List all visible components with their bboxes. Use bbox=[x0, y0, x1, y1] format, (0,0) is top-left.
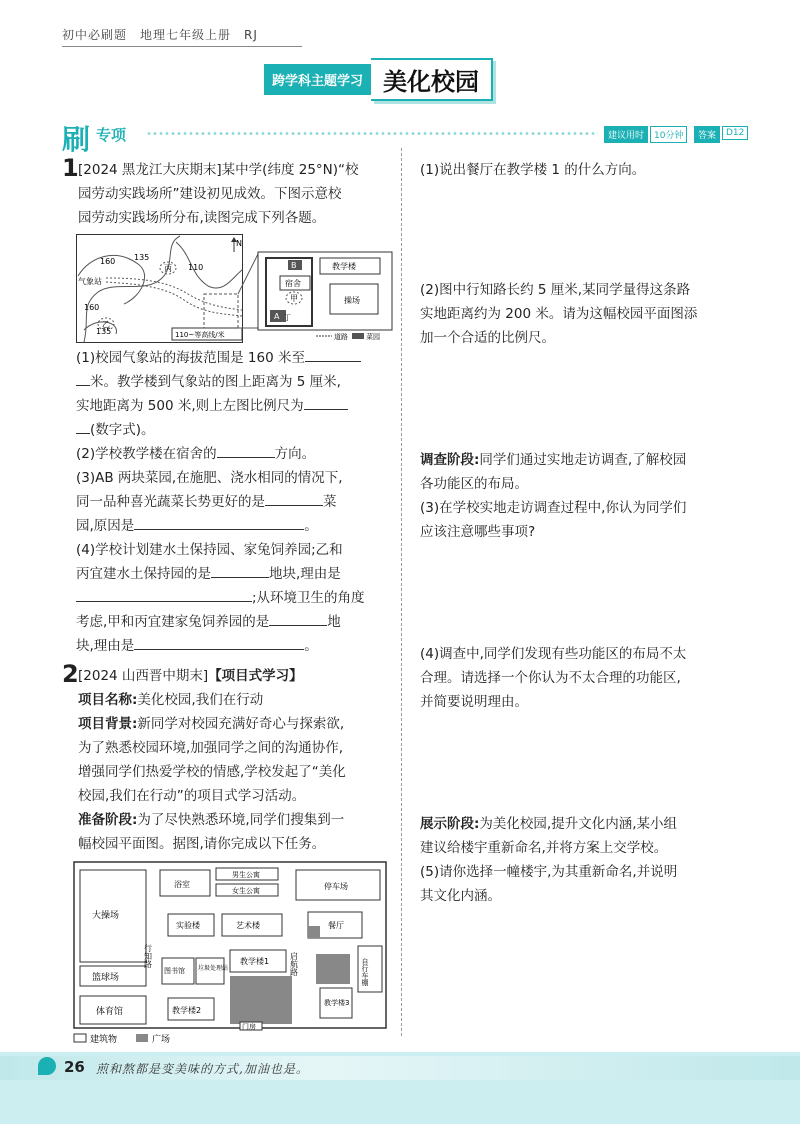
answer-blank[interactable] bbox=[76, 371, 90, 386]
library-label: 图书馆 bbox=[164, 967, 185, 975]
answer-blank[interactable] bbox=[134, 515, 304, 530]
q1-s3-text: 。 bbox=[304, 518, 318, 534]
q1-s4-text: 地 bbox=[327, 614, 341, 630]
column-divider bbox=[401, 148, 402, 1036]
page-number: 26 bbox=[64, 1058, 85, 1076]
right-q4 bbox=[420, 642, 750, 714]
plot-b-label: B bbox=[291, 261, 297, 270]
path-xingzhi-label: 行知路 bbox=[143, 944, 153, 968]
garden-legend-mark bbox=[352, 333, 364, 339]
answer-blank[interactable] bbox=[211, 563, 269, 578]
dorm-label: 宿舍 bbox=[285, 279, 301, 288]
legend-square-mark bbox=[136, 1034, 148, 1042]
background-line: 校园,我们在行动”的项目式学习活动。 bbox=[78, 788, 306, 804]
time-value: 10分钟 bbox=[650, 126, 687, 143]
answer-blank[interactable] bbox=[76, 419, 90, 434]
project-background-label: 项目背景: bbox=[78, 716, 138, 732]
question-1-intro bbox=[78, 158, 398, 230]
question-1-subquestions bbox=[76, 346, 396, 658]
right-q5-line: (5)请你选择一幢楼宇,为其重新命名,并说明 bbox=[420, 864, 678, 880]
garden-legend: 菜园 bbox=[366, 333, 380, 341]
answer-blank[interactable] bbox=[304, 395, 348, 410]
square-block bbox=[230, 976, 292, 1024]
campus-plan-map bbox=[72, 860, 390, 1050]
place-ding: 丁 bbox=[284, 314, 291, 322]
background-line: 新同学对校园充满好奇心与探索欲, bbox=[137, 716, 345, 732]
boys-dorm-label: 男生公寓 bbox=[232, 871, 260, 879]
right-q2-line: 实地距离约为 200 米。请为这幅校园平面图添 bbox=[420, 306, 698, 322]
right-q4-line: 合理。请选择一个你认为不太合理的功能区, bbox=[420, 670, 681, 686]
prep-line: 为了尽快熟悉环境,同学们搜集到一 bbox=[137, 812, 345, 828]
show-line: 建议给楼宇重新命名,并将方案上交学校。 bbox=[420, 840, 668, 856]
contour-label: 110 bbox=[188, 263, 204, 272]
background-line: 为了熟悉校园环境,加强同学之间的沟通协作, bbox=[78, 740, 344, 756]
contour-label: 160 bbox=[100, 257, 116, 266]
survey-line: 同学们通过实地走访调查,了解校园 bbox=[479, 452, 687, 468]
teaching-building-label: 教学楼 bbox=[332, 262, 356, 271]
project-name: 美化校园,我们在行动 bbox=[137, 692, 264, 708]
answer-blank[interactable] bbox=[305, 347, 361, 362]
canteen-label: 餐厅 bbox=[328, 921, 344, 930]
gate-label: 门房 bbox=[242, 1023, 256, 1031]
playground-label: 大操场 bbox=[92, 911, 120, 921]
right-q5-line: 其文化内涵。 bbox=[420, 888, 501, 904]
intro-line: [2024 黑龙江大庆期末]某中学(纬度 25°N)“校 bbox=[78, 162, 359, 178]
right-q2-line: 加一个合适的比例尺。 bbox=[420, 330, 555, 346]
q2-type: 【项目式学习】 bbox=[208, 668, 303, 684]
q1-s4-text: 地块,理由是 bbox=[269, 566, 341, 582]
place-yi: 乙 bbox=[102, 320, 110, 329]
right-q2-line: (2)图中行知路长约 5 厘米,某同学量得这条路 bbox=[420, 282, 691, 298]
weather-station-label: 气象站 bbox=[78, 277, 102, 286]
legend-building-mark bbox=[74, 1034, 86, 1042]
teaching-2-label: 教学楼2 bbox=[172, 1006, 202, 1015]
survey-stage-label: 调查阶段: bbox=[420, 452, 480, 468]
place-jia: 甲 bbox=[290, 294, 298, 303]
bike-shed-label: 自行车棚 bbox=[361, 958, 369, 986]
intro-line: 园劳动实践场所”建设初见成效。下图示意校 bbox=[78, 186, 342, 202]
show-stage bbox=[420, 812, 750, 908]
project-name-label: 项目名称: bbox=[78, 692, 138, 708]
teaching-3-label: 教学楼3 bbox=[324, 999, 350, 1007]
gym-label: 体育馆 bbox=[96, 1007, 124, 1017]
answer-blank[interactable] bbox=[76, 587, 252, 602]
q1-s4-text: 考虑,甲和丙宜建家兔饲养园的是 bbox=[76, 614, 270, 630]
answer-blank[interactable] bbox=[134, 635, 304, 650]
answer-blank[interactable] bbox=[265, 491, 323, 506]
q1-s1-text: 米。教学楼到气象站的图上距离为 5 厘米, bbox=[90, 374, 341, 390]
bath-label: 浴室 bbox=[174, 880, 190, 889]
legend-square: 广场 bbox=[152, 1035, 171, 1045]
q1-s4-text: 。 bbox=[304, 638, 318, 654]
question-1-number: 1 bbox=[62, 154, 79, 182]
contour-label: 135 bbox=[134, 253, 150, 262]
show-line: 为美化校园,提升文化内涵,某小组 bbox=[479, 816, 677, 832]
campus-labor-map bbox=[76, 234, 394, 344]
contour-label: 135 bbox=[96, 327, 112, 336]
contour-label: 160 bbox=[84, 303, 100, 312]
q1-s3-text: 菜 bbox=[323, 494, 337, 510]
north-label: N bbox=[236, 239, 242, 248]
intro-line: 园劳动实践场所分布,读图完成下列各题。 bbox=[78, 210, 326, 226]
q1-s3-text: (3)AB 两块菜园,在施肥、浇水相同的情况下, bbox=[76, 470, 343, 486]
q1-s2-text: (2)学校教学楼在宿舍的 bbox=[76, 446, 217, 462]
q1-s4-text: (4)学校计划建水土保持园、家兔饲养园;乙和 bbox=[76, 542, 343, 558]
answer-page: D12 bbox=[722, 126, 748, 140]
art-label: 艺术楼 bbox=[236, 921, 260, 930]
contour-legend: 110~等高线/米 bbox=[175, 331, 225, 339]
place-bing: 丙 bbox=[164, 264, 172, 273]
square-block bbox=[316, 954, 350, 984]
teaching-1-label: 教学楼1 bbox=[240, 957, 270, 966]
topic-title bbox=[264, 62, 493, 96]
right-q4-line: 并简要说明理由。 bbox=[420, 694, 528, 710]
show-stage-label: 展示阶段: bbox=[420, 816, 480, 832]
basketball-label: 篮球场 bbox=[92, 973, 120, 983]
answer-blank[interactable] bbox=[269, 611, 327, 626]
section-dots-divider bbox=[146, 131, 598, 136]
q1-s4-text: 块,理由是 bbox=[76, 638, 135, 654]
path-qihang-label: 启航路 bbox=[289, 952, 299, 976]
prep-stage-label: 准备阶段: bbox=[78, 812, 138, 828]
leaf-icon bbox=[38, 1057, 56, 1075]
section-brand: 刷 bbox=[62, 123, 91, 156]
q2-source: [2024 山西晋中期末] bbox=[78, 668, 209, 684]
right-q3-line: 应该注意哪些事项? bbox=[420, 524, 536, 540]
girls-dorm-label: 女生公寓 bbox=[232, 887, 260, 895]
q1-s4-text: ;从环境卫生的角度 bbox=[252, 590, 365, 606]
field-label: 操场 bbox=[344, 296, 360, 305]
survey-line: 各功能区的布局。 bbox=[420, 476, 528, 492]
q1-s4-text: 丙宜建水土保持园的是 bbox=[76, 566, 211, 582]
q1-s1-text: (1)校园气象站的海拔范围是 160 米至 bbox=[76, 350, 305, 366]
q1-s1-text: 实地距离为 500 米,则上左图比例尺为 bbox=[76, 398, 304, 414]
road-legend: 道路 bbox=[334, 333, 348, 341]
parking-label: 停车场 bbox=[324, 882, 348, 891]
right-q4-line: (4)调查中,同学们发现有些功能区的布局不太 bbox=[420, 646, 687, 662]
section-name: 专项 bbox=[96, 126, 127, 144]
answer-label: 答案 bbox=[694, 126, 720, 143]
plot-a-label: A bbox=[274, 312, 280, 321]
prep-line: 幅校园平面图。据图,请你完成以下任务。 bbox=[78, 836, 326, 852]
lab-label: 实验楼 bbox=[176, 921, 200, 930]
garbage-station-label: 垃圾处理站 bbox=[198, 965, 229, 972]
right-q2 bbox=[420, 278, 750, 350]
topic-tag: 跨学科主题学习 bbox=[264, 64, 371, 95]
time-label: 建议用时 bbox=[604, 126, 648, 143]
q1-s2-text: 方向。 bbox=[274, 446, 316, 462]
question-2-number: 2 bbox=[62, 660, 79, 688]
footer-motto: 煎和熬都是变美味的方式,加油也是。 bbox=[96, 1062, 309, 1076]
right-q3-line: (3)在学校实地走访调查过程中,你认为同学们 bbox=[420, 500, 687, 516]
square-mark bbox=[308, 926, 320, 938]
q1-s3-text: 园,原因是 bbox=[76, 518, 135, 534]
q1-s1-text: (数字式)。 bbox=[90, 422, 155, 438]
header-rule bbox=[62, 46, 302, 47]
q1-s3-text: 同一品种喜光蔬菜长势更好的是 bbox=[76, 494, 265, 510]
right-q1: (1)说出餐厅在教学楼 1 的什么方向。 bbox=[420, 162, 646, 178]
survey-stage bbox=[420, 448, 750, 544]
topic-main-title: 美化校园 bbox=[371, 58, 493, 101]
answer-blank[interactable] bbox=[217, 443, 275, 458]
series-title: 初中必刷题 地理七年级上册 RJ bbox=[62, 28, 258, 42]
question-2-body bbox=[78, 664, 398, 856]
legend-building: 建筑物 bbox=[90, 1035, 118, 1045]
background-line: 增强同学们热爱学校的情感,学校发起了“美化 bbox=[78, 764, 346, 780]
